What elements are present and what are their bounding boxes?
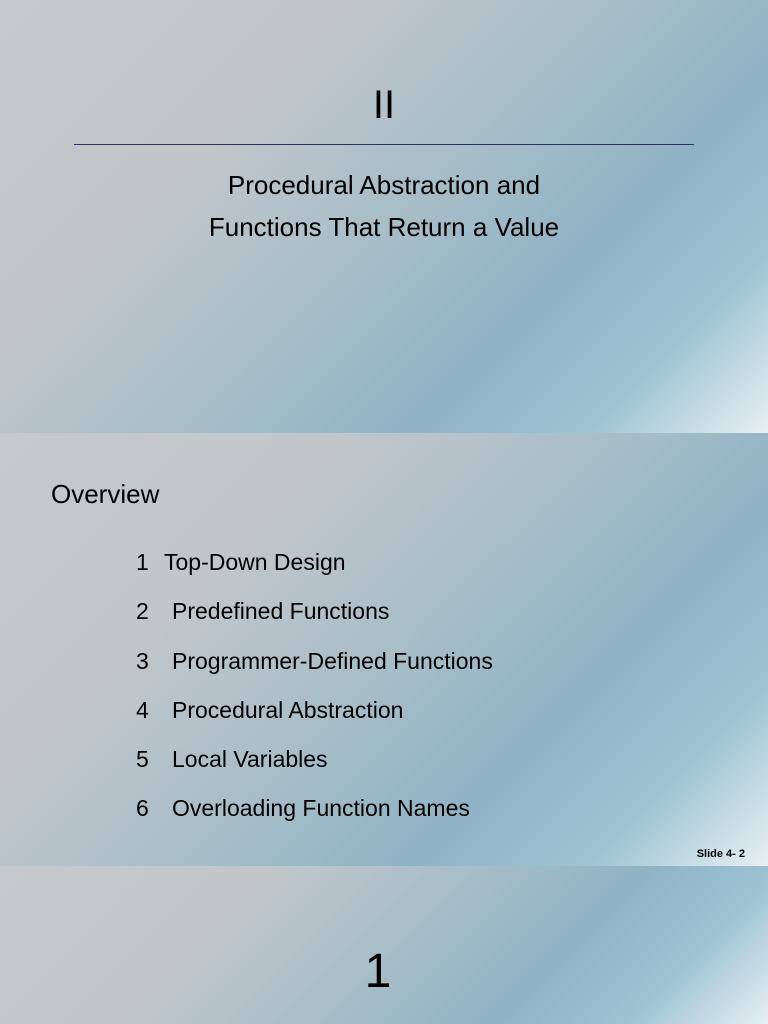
overview-item-label: Local Variables [172, 746, 328, 773]
overview-item [136, 643, 493, 692]
overview-item-label: Top-Down Design [164, 549, 346, 575]
chapter-title-line-1: Procedural Abstraction and [227, 170, 541, 200]
overview-item-label: Overloading Function Names [172, 795, 470, 822]
overview-item-number: 6 [136, 795, 149, 822]
slide-number: Slide 4- 2 [696, 848, 745, 860]
overview-item-label: Procedural Abstraction [172, 696, 404, 723]
chapter-title [0, 164, 768, 248]
title-divider [74, 144, 694, 145]
overview-item-label: Predefined Functions [172, 598, 390, 625]
overview-item [136, 544, 493, 593]
overview-item [136, 741, 493, 790]
section-numeral: 1 [364, 945, 392, 998]
overview-item-number: 3 [136, 647, 149, 674]
overview-item-number: 1 [136, 549, 149, 575]
overview-item [136, 790, 493, 839]
overview-list [136, 544, 493, 840]
overview-heading: Overview [51, 479, 160, 509]
chapter-title-line-2: Functions That Return a Value [208, 212, 560, 242]
overview-item-label: Programmer-Defined Functions [172, 647, 493, 674]
overview-item-number: 4 [136, 696, 149, 723]
overview-item-number: 5 [136, 746, 149, 773]
overview-item [136, 692, 493, 741]
chapter-numeral: II [372, 83, 396, 127]
overview-item [136, 593, 493, 642]
overview-item-number: 2 [136, 598, 149, 625]
